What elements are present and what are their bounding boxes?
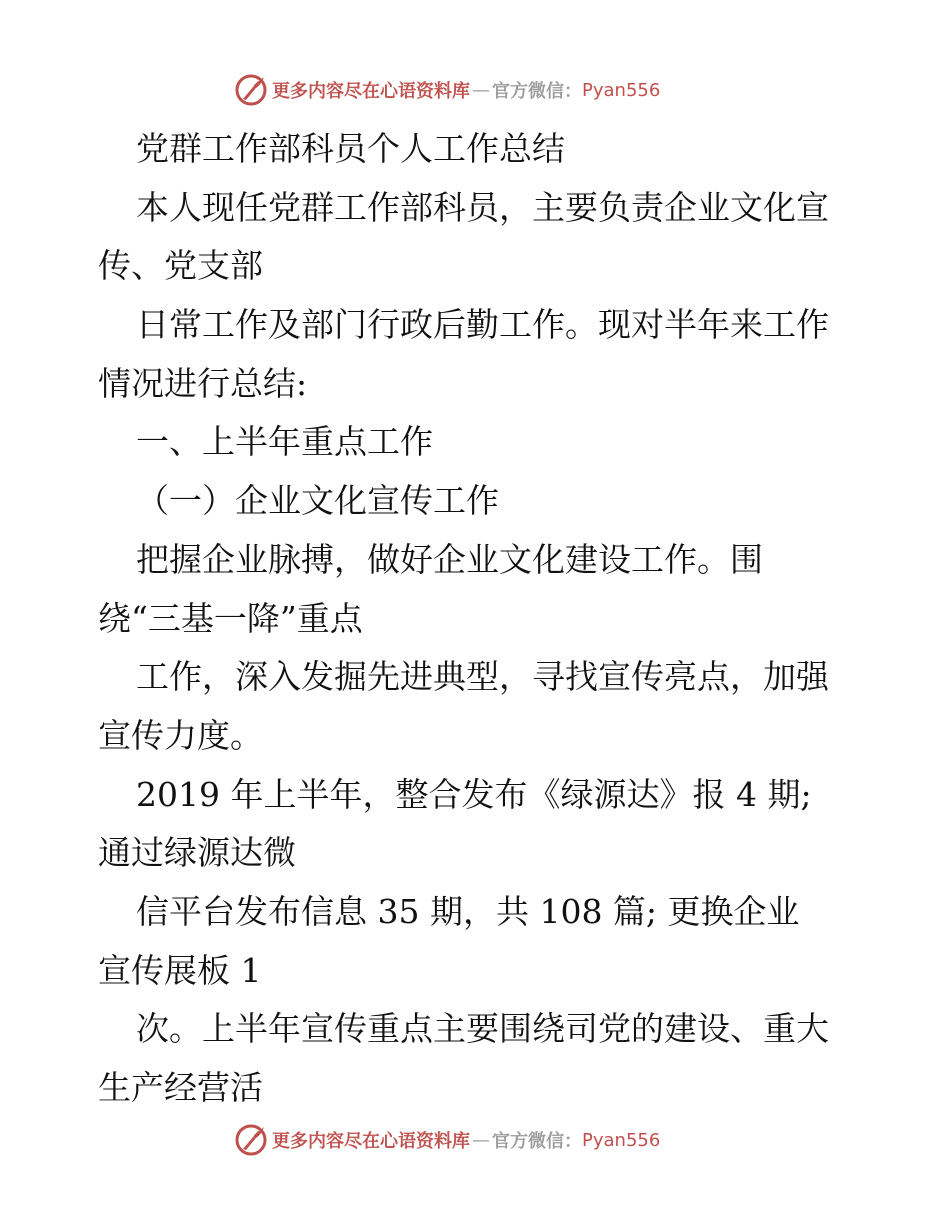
banner-wechat-id: Pyan556 (582, 79, 661, 101)
header-banner (234, 72, 734, 108)
paragraph-line: 宣传力度。 (98, 715, 263, 755)
paragraph-line: 通过绿源达微 (98, 833, 296, 873)
banner-main-text: 更多内容尽在心语资料库 (272, 81, 470, 102)
banner-wechat-label: 官方微信： (492, 81, 582, 102)
paragraph-line: 宣传展板 1 (98, 950, 262, 990)
section-heading: 一、上半年重点工作 (136, 422, 433, 462)
subsection-heading: （一）企业文化宣传工作 (136, 481, 499, 521)
paragraph-line: 信平台发布信息 35 期，共 108 篇; 更换企业 (136, 891, 800, 931)
paragraph-line: 把握企业脉搏，做好企业文化建设工作。围 (136, 539, 763, 579)
paragraph-line: 次。上半年宣传重点主要围绕司党的建设、重大 (136, 1009, 829, 1049)
paragraph-line: 日常工作及部门行政后勤工作。现对半年来工作 (136, 305, 829, 345)
document-body (98, 120, 858, 1118)
feather-seal-icon (234, 73, 268, 107)
paragraph-line: 2019 年上半年，整合发布《绿源达》报 4 期; (136, 774, 812, 814)
paragraph-line: 传、党支部 (98, 246, 263, 286)
footer-banner (234, 1122, 734, 1158)
paragraph-line: 绕“三基一降”重点 (98, 598, 363, 638)
doc-title: 党群工作部科员个人工作总结 (136, 129, 565, 168)
paragraph-line: 情况进行总结: (98, 363, 308, 403)
banner-dash: — (472, 79, 490, 101)
banner-main-text: 更多内容尽在心语资料库 (272, 1131, 470, 1152)
banner-wechat-label: 官方微信： (492, 1131, 582, 1152)
banner-wechat-id: Pyan556 (582, 1129, 661, 1151)
paragraph-line: 本人现任党群工作部科员，主要负责企业文化宣 (136, 187, 829, 227)
feather-seal-icon (234, 1123, 268, 1157)
paragraph-line: 生产经营活 (98, 1068, 263, 1107)
paragraph-line: 工作，深入发掘先进典型，寻找宣传亮点，加强 (136, 657, 829, 697)
banner-dash: — (472, 1129, 490, 1151)
